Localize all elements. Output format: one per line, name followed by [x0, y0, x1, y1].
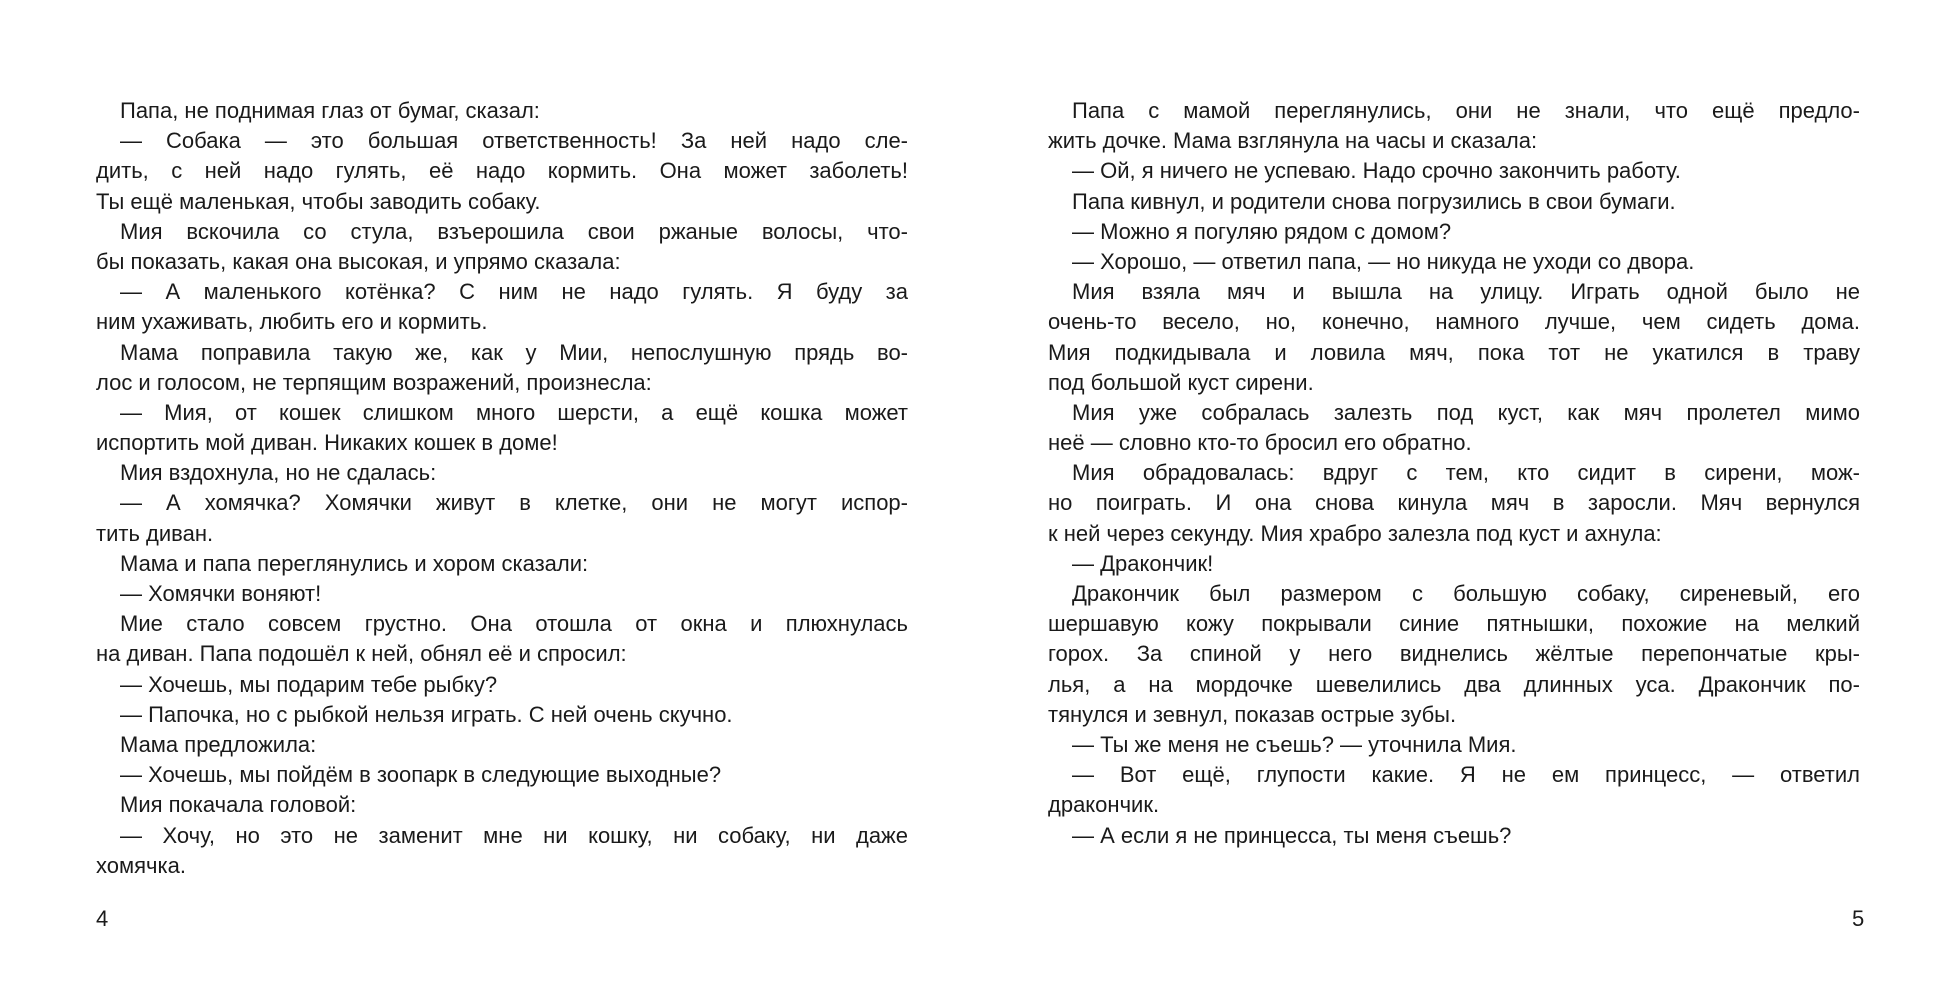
left-page-text	[96, 96, 908, 881]
text-line: — Можно я погуляю рядом с домом?	[1072, 218, 1452, 244]
text-line: шершавую кожу покрывали синие пятнышки, похожие на мелкий	[1048, 611, 1860, 637]
text-line: очень-то весело, но, конечно, намного лучше, чем сидеть дома.	[1048, 309, 1860, 335]
text-line: Мия уже собралась залезть под куст, как мяч пролетел мимо	[1072, 399, 1860, 425]
text-line: — Вот ещё, глупости какие. Я не ем принцесс, — ответил	[1072, 762, 1860, 788]
text-line: — Хорошо, — ответил папа, — но никуда не уходи со двора.	[1072, 248, 1695, 274]
text-line: Папа кивнул, и родители снова погрузились в свои бумаги.	[1072, 188, 1676, 214]
text-line: дить, с ней надо гулять, её надо кормить. Она может заболеть!	[96, 158, 908, 184]
text-line: дракончик.	[1048, 792, 1160, 818]
text-line: — Ты же меня не съешь? — уточнила Мия.	[1072, 731, 1517, 757]
text-line: Мия подкидывала и ловила мяч, пока тот не укатился в траву	[1048, 339, 1860, 365]
text-line: жить дочке. Мама взглянула на часы и сказала:	[1048, 128, 1538, 154]
text-line: испортить мой диван. Никаких кошек в доме!	[96, 430, 558, 456]
text-line: лос и голосом, не терпящим возражений, произнесла:	[96, 369, 652, 395]
text-line: Дракончик был размером с большую собаку, сиреневый, его	[1072, 581, 1860, 606]
text-line: Мама предложила:	[120, 731, 317, 757]
text-line: Мия вскочила со стула, взъерошила свои ржаные волосы, что-	[120, 218, 908, 244]
text-line: Мия взяла мяч и вышла на улицу. Играть одной было не	[1072, 279, 1860, 305]
text-line: Мие стало совсем грустно. Она отошла от окна и плюхнулась	[120, 611, 908, 637]
text-line: Мама поправила такую же, как у Мии, непослушную прядь во-	[120, 339, 908, 365]
text-line: — А если я не принцесса, ты меня съешь?	[1072, 822, 1512, 848]
text-line: — Ой, я ничего не успеваю. Надо срочно закончить работу.	[1072, 158, 1681, 184]
text-line: но поиграть. И она снова кинула мяч в заросли. Мяч вернулся	[1048, 490, 1860, 516]
text-line: — Хочу, но это не заменит мне ни кошку, ни собаку, ни даже	[120, 822, 908, 848]
page-number-left: 4	[96, 906, 109, 931]
text-line: Ты ещё маленькая, чтобы заводить собаку.	[96, 188, 541, 214]
right-page-text	[1048, 96, 1860, 851]
text-line: Мия вздохнула, но не сдалась:	[120, 460, 437, 486]
text-line: — А хомячка? Хомячки живут в клетке, они не могут испор-	[120, 490, 908, 516]
text-line: ним ухаживать, любить его и кормить.	[96, 309, 488, 335]
text-line: тить диван.	[96, 520, 214, 546]
page-number-right: 5	[1852, 906, 1865, 931]
text-line: — Папочка, но с рыбкой нельзя играть. С ней очень скучно.	[120, 701, 733, 727]
text-line: хомячка.	[96, 852, 186, 878]
text-line: — Мия, от кошек слишком много шерсти, а ещё кошка может	[120, 399, 908, 425]
text-line: тянулся и зевнул, показав острые зубы.	[1048, 701, 1457, 727]
text-line: Папа, не поднимая глаз от бумаг, сказал:	[120, 98, 540, 123]
text-line: неё — словно кто-то бросил его обратно.	[1048, 430, 1472, 456]
text-line: Папа с мамой переглянулись, они не знали, что ещё предло-	[1072, 98, 1860, 123]
text-line: Мия обрадовалась: вдруг с тем, кто сидит в сирени, мож-	[1072, 460, 1860, 486]
text-line: — Дракончик!	[1072, 550, 1214, 576]
text-line: — Хомячки воняют!	[120, 581, 322, 606]
text-line: Мия покачала головой:	[120, 792, 357, 818]
text-line: — Хочешь, мы пойдём в зоопарк в следующие выходные?	[120, 762, 722, 788]
text-line: к ней через секунду. Мия храбро залезла под куст и ахнула:	[1048, 520, 1662, 546]
text-line: лья, а на мордочке шевелились два длинных уса. Дракончик по-	[1048, 671, 1860, 697]
text-line: Мама и папа переглянулись и хором сказали:	[120, 550, 589, 576]
text-line: — А маленького котёнка? С ним не надо гулять. Я буду за	[120, 279, 908, 305]
text-line: бы показать, какая она высокая, и упрямо сказала:	[96, 248, 621, 274]
text-line: — Собака — это большая ответственность! За ней надо сле-	[120, 128, 908, 154]
text-line: — Хочешь, мы подарим тебе рыбку?	[120, 671, 498, 697]
text-line: горох. За спиной у него виднелись жёлтые перепончатые кры-	[1048, 641, 1860, 667]
text-line: под большой куст сирени.	[1048, 369, 1314, 395]
text-line: на диван. Папа подошёл к ней, обнял её и спросил:	[96, 641, 627, 667]
